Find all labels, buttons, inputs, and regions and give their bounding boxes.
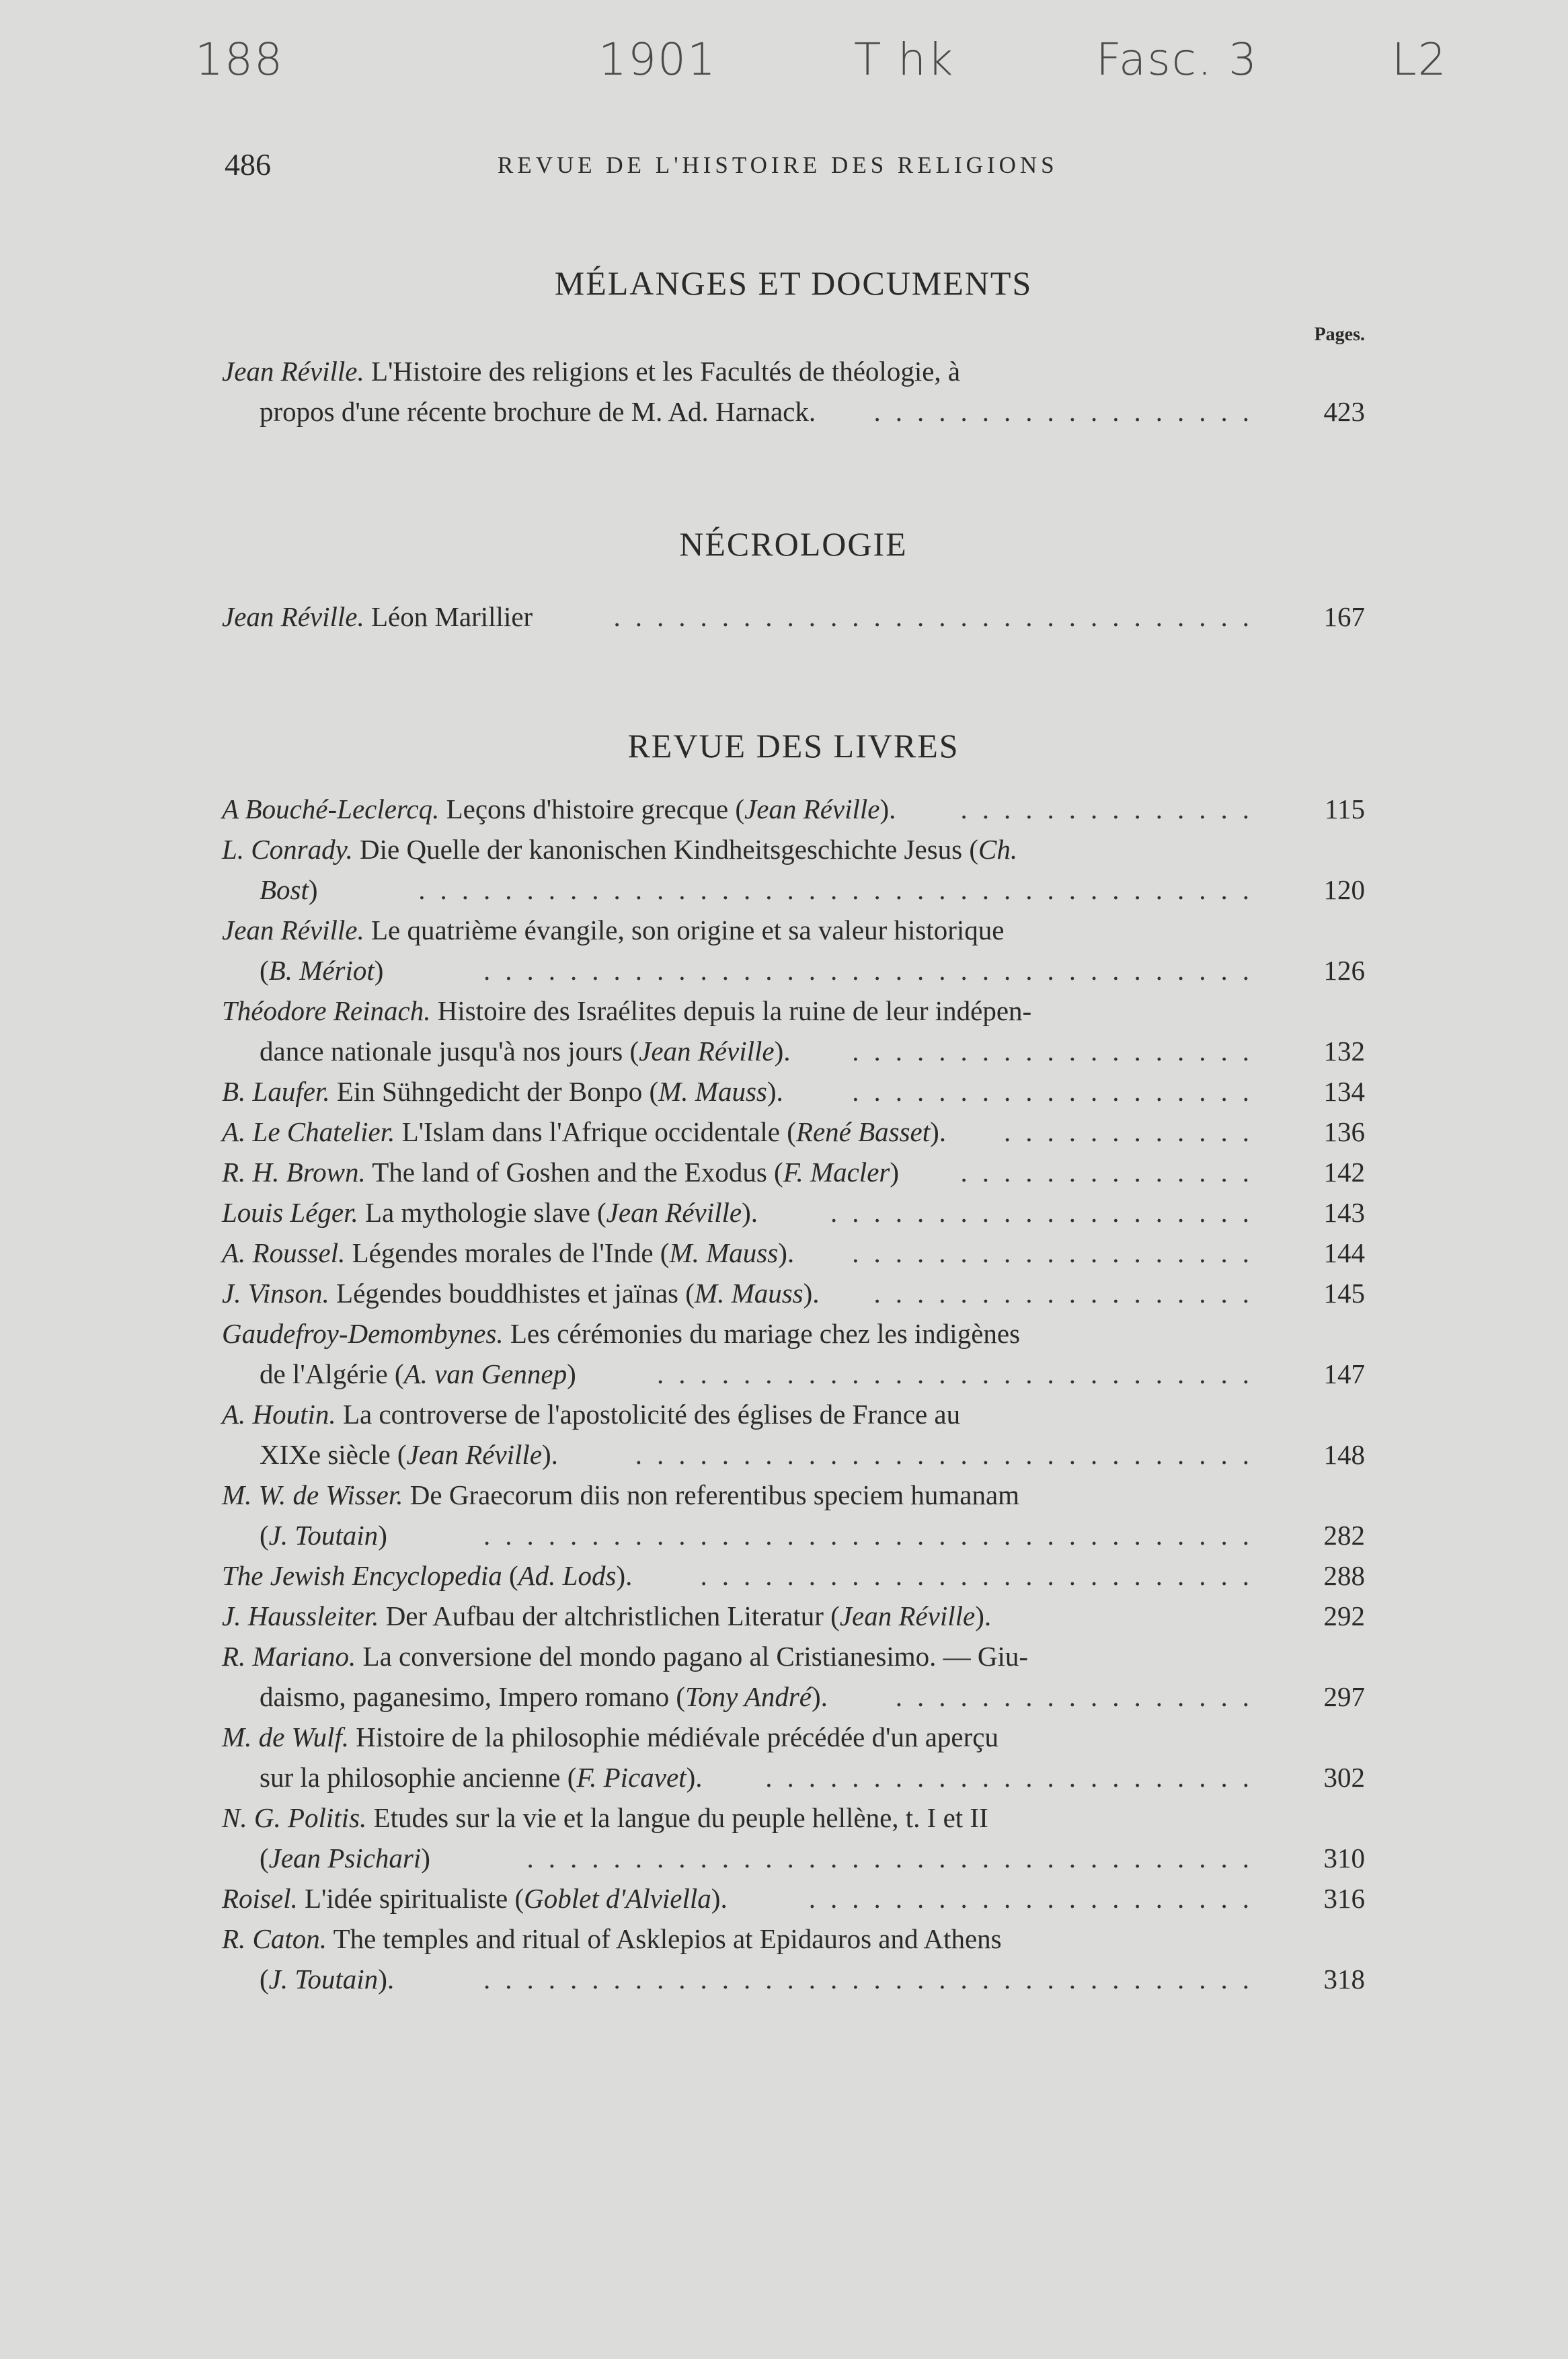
entry-punct: ). (803, 1278, 820, 1309)
entry-text (260, 1676, 828, 1717)
entry-author: Louis Léger. (222, 1197, 358, 1228)
entry-line (222, 596, 1365, 637)
entry-title: Léon Marillier (370, 601, 533, 632)
entry-page: 297 (1323, 1681, 1365, 1712)
entry-title: Histoire des Israélites depuis la ruine de leur indépen- (437, 995, 1032, 1026)
entry-title: Die Quelle der kanonischen Kindheitsgeschichte Jesus ( (360, 834, 979, 865)
entry-text (222, 789, 896, 829)
entry-title: Ein Sühngedicht der Bonpo ( (336, 1076, 659, 1107)
entry-punct: ). (812, 1681, 828, 1712)
entry-author: L. Conrady. (222, 834, 353, 865)
entry-reviewer: Goblet d'Alviella (524, 1883, 711, 1914)
dot-leader: .............. (960, 1157, 1264, 1188)
handwritten-note-3: T hk (854, 34, 955, 85)
entry-line (222, 1878, 1365, 1919)
section-title-livres: REVUE DES LIVRES (627, 727, 959, 765)
entry-line-continued (222, 1757, 1365, 1797)
dot-leader: .................................. (526, 1843, 1264, 1873)
entry-page: 147 (1323, 1358, 1365, 1389)
entry-line (222, 1717, 1365, 1757)
entry-line (222, 1555, 1365, 1596)
entry-text (222, 1919, 1002, 1959)
entry-reviewer: F. Picavet (576, 1762, 687, 1793)
entry-line (222, 829, 1365, 869)
entry-punct: ). (686, 1762, 703, 1793)
dot-leader: ....................... (765, 1762, 1264, 1793)
entry-line (222, 1596, 1365, 1636)
entry-punct: ) (308, 874, 318, 905)
entry-title: La conversione del mondo pagano al Cristianesimo. — Giu- (362, 1641, 1029, 1672)
entry-title: Légendes morales de l'Inde ( (352, 1237, 670, 1268)
entry-author: N. G. Politis. (222, 1802, 367, 1833)
entry-author: R. Mariano. (222, 1641, 356, 1672)
entry-punct: ) (421, 1843, 430, 1873)
section-necrologie-entries (222, 596, 1365, 637)
dot-leader: ................... (852, 1036, 1264, 1067)
entry-text (222, 910, 1005, 950)
entry-text (222, 1717, 998, 1757)
entry-punct: ) (567, 1358, 576, 1389)
entry-line (222, 1919, 1365, 1959)
entry-title: The land of Goshen and the Exodus ( (372, 1157, 783, 1188)
entry-line-continued (222, 1354, 1365, 1394)
entry-author: J. Haussleiter. (222, 1600, 379, 1631)
entry-text (260, 1757, 702, 1797)
page-number: 486 (225, 147, 271, 182)
entry-line (222, 1313, 1365, 1354)
dot-leader: .................. (873, 396, 1264, 427)
entry-text (222, 1636, 1028, 1676)
entry-line (222, 991, 1365, 1031)
entry-text (222, 1555, 632, 1596)
dot-leader: ................... (852, 1076, 1264, 1107)
handwritten-note-4: Fasc. 3 (1096, 34, 1258, 85)
journal-title: REVUE DE L'HISTOIRE DES RELIGIONS (498, 152, 1058, 178)
entry-author: A. Houtin. (222, 1399, 336, 1430)
entry-page: 423 (1323, 396, 1365, 427)
entry-line (222, 1475, 1365, 1515)
entry-text (222, 1313, 1020, 1354)
entry-page: 318 (1323, 1964, 1365, 1995)
entry-line-continued (222, 1031, 1365, 1071)
entry-text (222, 1273, 820, 1313)
entry-page: 120 (1323, 874, 1365, 905)
entry-text (222, 1878, 728, 1919)
entry-page: 145 (1323, 1278, 1365, 1309)
entry-author: Roisel. (222, 1883, 298, 1914)
entry-reviewer: Bost (260, 874, 309, 905)
entry-author: J. Vinson. (222, 1278, 329, 1309)
dot-leader: ............ (1004, 1116, 1264, 1147)
entry-punct: ). (742, 1197, 758, 1228)
entry-author: Gaudefroy-Demombynes. (222, 1318, 504, 1349)
entry-title: L'Histoire des religions et les Facultés de théologie, à (370, 356, 961, 387)
entry-reviewer: M. Mauss (658, 1076, 767, 1107)
entry-text (222, 1071, 783, 1112)
entry-text (222, 1192, 758, 1233)
entry-text (222, 1394, 960, 1434)
entry-reviewer: B. Mériot (268, 955, 375, 986)
entry-punct: ). (975, 1600, 992, 1631)
entry-title: Histoire de la philosophie médiévale précédée d'un aperçu (356, 1722, 998, 1752)
entry-page: 136 (1323, 1116, 1365, 1147)
entry-page: 148 (1323, 1439, 1365, 1470)
entry-title-cont: propos d'une récente brochure de M. Ad. Harnack. (260, 396, 816, 427)
entry-text (260, 1031, 791, 1071)
entry-punct: ). (879, 794, 896, 824)
dot-leader: .................................... (483, 1964, 1264, 1995)
entry-author: M. W. de Wisser. (222, 1479, 403, 1510)
entry-text (222, 1112, 946, 1152)
entry-punct: ). (542, 1439, 558, 1470)
dot-leader: ............................ (657, 1358, 1264, 1389)
entry-title: Légendes bouddhistes et jaïnas ( (336, 1278, 695, 1309)
entry-text (260, 1838, 430, 1878)
entry-text (222, 351, 960, 391)
entry-line (222, 1273, 1365, 1313)
entry-title: La controverse de l'apostolicité des églises de France au (342, 1399, 961, 1430)
dot-leader: .......................... (700, 1560, 1264, 1591)
entry-title-cont: XIXe siècle ( (260, 1439, 407, 1470)
entry-text (222, 1152, 899, 1192)
entry-title: Leçons d'histoire grecque ( (446, 794, 744, 824)
entry-punct: ). (767, 1076, 783, 1107)
entry-line-continued (222, 1515, 1365, 1555)
entry-title: L'idée spiritualiste ( (304, 1883, 524, 1914)
entry-author: A. Le Chatelier. (222, 1116, 395, 1147)
entry-title-cont: sur la philosophie ancienne ( (260, 1762, 577, 1793)
entry-title: De Graecorum diis non referentibus speciem humanam (409, 1479, 1020, 1510)
entry-text (260, 1515, 387, 1555)
entry-page: 115 (1325, 794, 1365, 824)
entry-text (260, 950, 383, 991)
entry-line-continued (222, 391, 1365, 432)
entry-line-continued (222, 1434, 1365, 1475)
entry-author: A Bouché-Leclercq. (222, 794, 440, 824)
entry-author: Jean Réville. (222, 356, 364, 387)
entry-punct: ( (260, 1843, 269, 1873)
entry-line-continued (222, 1676, 1365, 1717)
entry-author: R. H. Brown. (222, 1157, 366, 1188)
entry-reviewer: Jean Réville (639, 1036, 775, 1067)
entry-reviewer: Jean Réville (839, 1600, 976, 1631)
entry-title: Le quatrième évangile, son origine et sa valeur historique (370, 915, 1005, 945)
entry-text (260, 1434, 558, 1475)
entry-line (222, 1192, 1365, 1233)
dot-leader: ............................. (635, 1439, 1264, 1470)
entry-punct: ). (774, 1036, 791, 1067)
entry-reviewer: Jean Réville (406, 1439, 543, 1470)
entry-page: 143 (1323, 1197, 1365, 1228)
entry-reviewer: Tony André (685, 1681, 812, 1712)
entry-line-continued (222, 950, 1365, 991)
entry-punct: ( (260, 1964, 269, 1995)
dot-leader: .................................... (483, 1520, 1264, 1551)
dot-leader: .................. (873, 1278, 1264, 1309)
entry-author: Théodore Reinach. (222, 995, 431, 1026)
entry-punct: ( (260, 1520, 269, 1551)
entry-reviewer: F. Macler (783, 1157, 890, 1188)
entry-line (222, 789, 1365, 829)
entry-author: Jean Réville. (222, 601, 364, 632)
entry-page: 282 (1323, 1520, 1365, 1551)
entry-reviewer: J. Toutain (268, 1520, 379, 1551)
entry-line (222, 1152, 1365, 1192)
entry-punct: ). (930, 1116, 947, 1147)
entry-text (260, 869, 318, 910)
entry-reviewer: M. Mauss (694, 1278, 803, 1309)
handwritten-note-1: 188 (195, 34, 284, 85)
entry-text (222, 991, 1031, 1031)
entry-text (222, 1596, 991, 1636)
entry-title-cont: dance nationale jusqu'à nos jours ( (260, 1036, 639, 1067)
entry-title: The temples and ritual of Asklepios at Epidauros and Athens (333, 1923, 1002, 1954)
entry-punct: ) (374, 955, 384, 986)
entry-line-continued (222, 1838, 1365, 1878)
entry-page: 288 (1323, 1560, 1365, 1591)
dot-leader: .................... (830, 1197, 1264, 1228)
entry-title-cont: de l'Algérie ( (260, 1358, 404, 1389)
entry-punct: ). (778, 1237, 795, 1268)
entry-reviewer: Jean Réville (606, 1197, 742, 1228)
entry-reviewer: J. Toutain (268, 1964, 379, 1995)
entry-line (222, 1112, 1365, 1152)
entry-reviewer: Ad. Lods (518, 1560, 617, 1591)
entry-line (222, 1071, 1365, 1112)
entry-page: 310 (1323, 1843, 1365, 1873)
entry-text (222, 829, 1017, 869)
entry-punct: ) (378, 1520, 387, 1551)
entry-line (222, 1797, 1365, 1838)
entry-reviewer: Jean Réville (744, 794, 880, 824)
entry-reviewer: Jean Psichari (268, 1843, 422, 1873)
entry-page: 126 (1323, 955, 1365, 986)
entry-punct: ). (616, 1560, 633, 1591)
entry-punct: ). (378, 1964, 395, 1995)
dot-leader: .............. (960, 794, 1264, 824)
entry-line (222, 1394, 1365, 1434)
dot-leader: ................. (895, 1681, 1264, 1712)
entry-reviewer: Ch. (978, 834, 1018, 865)
entry-text (260, 1959, 394, 1999)
entry-punct: ( (260, 955, 269, 986)
dot-leader: .................................... (483, 955, 1264, 986)
dot-leader: .............................. (613, 601, 1264, 632)
entry-text (260, 1354, 576, 1394)
entry-text (222, 1233, 794, 1273)
entry-title: Der Aufbau der altchristlichen Literatur ( (385, 1600, 840, 1631)
dot-leader: ....................................... (418, 874, 1264, 905)
entry-text (260, 391, 816, 432)
entry-page: 316 (1323, 1883, 1365, 1914)
entry-author: The Jewish Encyclopedia (222, 1560, 502, 1591)
entry-title: La mythologie slave ( (365, 1197, 606, 1228)
entry-page: 302 (1323, 1762, 1365, 1793)
dot-leader: ................... (852, 1237, 1264, 1268)
entry-author: M. de Wulf. (222, 1722, 350, 1752)
entry-author: B. Laufer. (222, 1076, 330, 1107)
entry-line-continued (222, 869, 1365, 910)
entry-line (222, 910, 1365, 950)
entry-page: 167 (1323, 601, 1365, 632)
entry-page: 132 (1323, 1036, 1365, 1067)
handwritten-note-2: 1901 (598, 34, 717, 85)
entry-page: 142 (1323, 1157, 1365, 1188)
pages-label: Pages. (1314, 324, 1365, 345)
section-melanges-entries (222, 351, 1365, 432)
entry-title-cont: daismo, paganesimo, Impero romano ( (260, 1681, 686, 1712)
entry-punct: ) (890, 1157, 899, 1188)
entry-title: Les cérémonies du mariage chez les indigènes (510, 1318, 1021, 1349)
entry-punct: ). (711, 1883, 728, 1914)
section-title-melanges: MÉLANGES ET DOCUMENTS (554, 264, 1033, 302)
handwritten-note-5: L2 (1392, 34, 1448, 85)
entry-reviewer: René Basset (795, 1116, 931, 1147)
entry-line-continued (222, 1959, 1365, 1999)
entry-reviewer: A. van Gennep (403, 1358, 567, 1389)
entry-reviewer: M. Mauss (669, 1237, 779, 1268)
dot-leader: ..................... (808, 1883, 1264, 1914)
entry-text (222, 1475, 1019, 1515)
entry-line (222, 351, 1365, 391)
entry-line (222, 1636, 1365, 1676)
entry-title: L'Islam dans l'Afrique occidentale ( (401, 1116, 796, 1147)
section-title-necrologie: NÉCROLOGIE (679, 525, 908, 563)
entry-page: 134 (1323, 1076, 1365, 1107)
entry-text (222, 596, 533, 637)
entry-title: Etudes sur la vie et la langue du peuple hellène, t. I et II (373, 1802, 988, 1833)
entry-author: Jean Réville. (222, 915, 364, 945)
entry-page: 292 (1323, 1600, 1365, 1631)
section-livres-entries (222, 789, 1365, 1999)
entry-line (222, 1233, 1365, 1273)
entry-author: A. Roussel. (222, 1237, 346, 1268)
entry-title: ( (508, 1560, 518, 1591)
entry-page: 144 (1323, 1237, 1365, 1268)
contents-column (222, 0, 1365, 2359)
entry-author: R. Caton. (222, 1923, 327, 1954)
entry-text (222, 1797, 988, 1838)
